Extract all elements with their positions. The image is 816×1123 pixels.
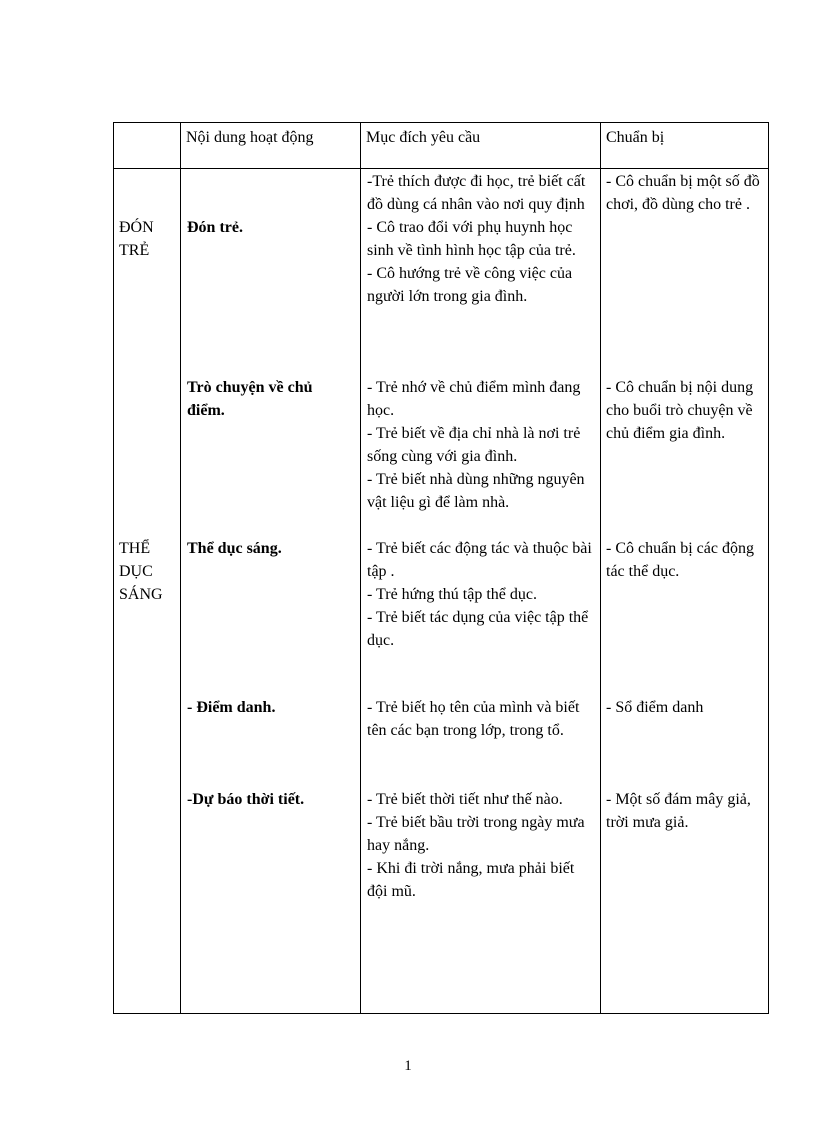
section-label-the-duc-sang: THỂ DỤC SÁNG: [119, 540, 163, 603]
activity-cell: Thể dục sáng.: [187, 540, 282, 557]
section-label-don-tre: ĐÓN TRẺ: [119, 219, 154, 259]
activity-cell: Đón trẻ.: [187, 219, 243, 236]
header-divider: [114, 168, 768, 169]
preparation-cell: - Một số đám mây giả, trời mưa giả.: [606, 791, 751, 831]
preparation-cell: - Cô chuẩn bị nội dung cho buổi trò chuyện về chủ điểm gia đình.: [606, 379, 754, 442]
activity-cell: Trò chuyện về chủ điểm.: [187, 379, 313, 419]
header-purpose: Mục đích yêu cầu: [366, 129, 481, 146]
preparation-cell: - Sổ điểm danh: [606, 699, 704, 716]
column-divider: [600, 123, 601, 1013]
purpose-cell: - Trẻ biết các động tác và thuộc bài tập . - Trẻ hứng thú tập thể dục. - Trẻ biết tác dụng của việc tập thể dục.: [367, 540, 592, 649]
purpose-cell: - Trẻ biết họ tên của mình và biết tên các bạn trong lớp, trong tổ.: [367, 699, 580, 739]
header-activity: Nội dung hoạt động: [186, 129, 314, 146]
purpose-cell: - Trẻ biết thời tiết như thế nào. - Trẻ biết bầu trời trong ngày mưa hay nắng. - Khi đi trời nắng, mưa phải biết đội mũ.: [367, 791, 585, 900]
purpose-cell: -Trẻ thích được đi học, trẻ biết cất đồ dùng cá nhân vào nơi quy định - Cô trao đổi với phụ huynh học sinh về tình hình học tập của trẻ. - Cô hướng trẻ về công việc của người lớn trong gia đình.: [367, 173, 586, 305]
activity-cell: -Dự báo thời tiết.: [187, 791, 305, 808]
preparation-cell: - Cô chuẩn bị một số đồ chơi, đồ dùng cho trẻ .: [606, 173, 760, 213]
column-divider: [360, 123, 361, 1013]
preparation-cell: - Cô chuẩn bị các động tác thể dục.: [606, 540, 754, 580]
page-number: 1: [404, 1058, 412, 1074]
purpose-cell: - Trẻ nhớ về chủ điểm mình đang học. - Trẻ biết về địa chỉ nhà là nơi trẻ sống cùng với gia đình. - Trẻ biết nhà dùng những nguyên vật liệu gì để làm nhà.: [367, 379, 585, 511]
activity-cell: - Điểm danh.: [187, 699, 276, 716]
activity-table: [113, 122, 769, 1014]
header-preparation: Chuẩn bị: [606, 129, 665, 146]
column-divider: [180, 123, 181, 1013]
